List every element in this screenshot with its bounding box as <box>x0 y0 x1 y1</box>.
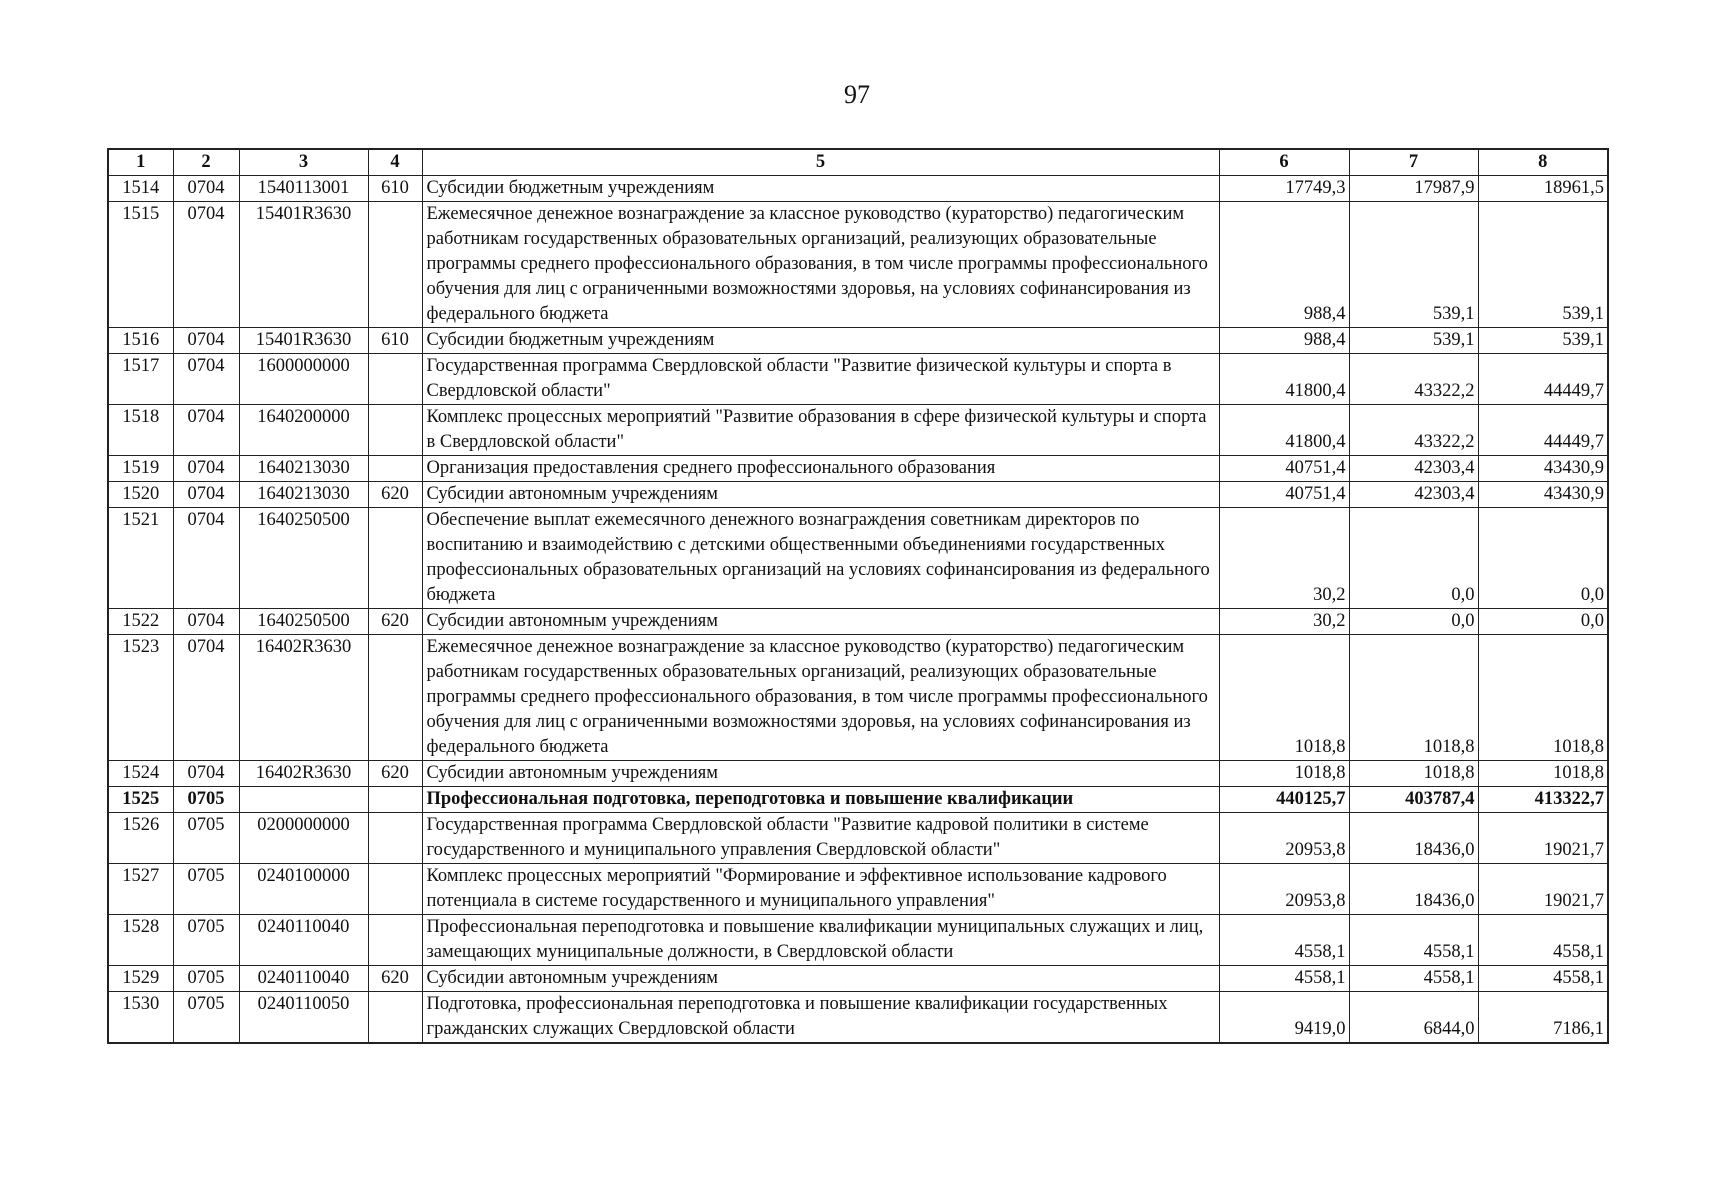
expense-type-cell <box>368 508 422 609</box>
amount-cell: 539,1 <box>1349 202 1478 328</box>
row-number-cell: 1529 <box>108 966 173 992</box>
target-article-cell <box>239 787 368 813</box>
table-row <box>108 915 1608 966</box>
section-code-cell: 0705 <box>173 915 239 966</box>
section-code-cell: 0704 <box>173 456 239 482</box>
row-number-cell: 1520 <box>108 482 173 508</box>
expense-type-cell <box>368 456 422 482</box>
column-header: 4 <box>368 149 422 176</box>
section-code-cell: 0704 <box>173 328 239 354</box>
amount-cell: 7186,1 <box>1478 992 1608 1044</box>
column-header: 3 <box>239 149 368 176</box>
amount-cell: 18436,0 <box>1349 813 1478 864</box>
expense-type-cell <box>368 864 422 915</box>
amount-cell: 44449,7 <box>1478 405 1608 456</box>
amount-cell: 4558,1 <box>1219 966 1349 992</box>
description-cell: Обеспечение выплат ежемесячного денежного вознаграждения советникам директоров по воспитанию и взаимодействию с детскими общественными объединениями государственных профессиональных образовательных организаций на условиях софинансирования из федерального бюджета <box>422 508 1219 609</box>
section-code-cell: 0704 <box>173 202 239 328</box>
row-number-cell: 1523 <box>108 635 173 761</box>
target-article-cell: 0240100000 <box>239 864 368 915</box>
table-row <box>108 508 1608 609</box>
amount-cell: 6844,0 <box>1349 992 1478 1044</box>
row-number-cell: 1515 <box>108 202 173 328</box>
amount-cell: 20953,8 <box>1219 813 1349 864</box>
expense-type-cell <box>368 787 422 813</box>
table-row <box>108 202 1608 328</box>
amount-cell: 539,1 <box>1478 202 1608 328</box>
target-article-cell: 16402R3630 <box>239 761 368 787</box>
expense-type-cell: 620 <box>368 609 422 635</box>
table-row <box>108 176 1608 202</box>
expense-type-cell <box>368 635 422 761</box>
expense-type-cell <box>368 354 422 405</box>
amount-cell: 4558,1 <box>1219 915 1349 966</box>
section-code-cell: 0704 <box>173 354 239 405</box>
section-code-cell: 0705 <box>173 813 239 864</box>
amount-cell: 0,0 <box>1349 508 1478 609</box>
amount-cell: 988,4 <box>1219 328 1349 354</box>
target-article-cell: 1640213030 <box>239 456 368 482</box>
amount-cell: 0,0 <box>1478 508 1608 609</box>
description-cell: Субсидии автономным учреждениям <box>422 609 1219 635</box>
description-cell: Подготовка, профессиональная переподготовка и повышение квалификации государственных гражданских служащих Свердловской области <box>422 992 1219 1044</box>
amount-cell: 43322,2 <box>1349 354 1478 405</box>
description-cell: Организация предоставления среднего профессионального образования <box>422 456 1219 482</box>
table-row <box>108 992 1608 1044</box>
description-cell: Субсидии автономным учреждениям <box>422 482 1219 508</box>
target-article-cell: 15401R3630 <box>239 328 368 354</box>
amount-cell: 1018,8 <box>1478 635 1608 761</box>
section-code-cell: 0704 <box>173 405 239 456</box>
description-cell: Профессиональная переподготовка и повышение квалификации муниципальных служащих и лиц, замещающих муниципальные должности, в Свердловской области <box>422 915 1219 966</box>
amount-cell: 41800,4 <box>1219 354 1349 405</box>
table-row <box>108 761 1608 787</box>
amount-cell: 440125,7 <box>1219 787 1349 813</box>
table-row <box>108 482 1608 508</box>
description-cell: Субсидии бюджетным учреждениям <box>422 328 1219 354</box>
table-header-row <box>108 149 1608 176</box>
amount-cell: 17749,3 <box>1219 176 1349 202</box>
expense-type-cell: 610 <box>368 328 422 354</box>
table-row <box>108 864 1608 915</box>
table-row <box>108 456 1608 482</box>
target-article-cell: 1640250500 <box>239 609 368 635</box>
target-article-cell: 0240110050 <box>239 992 368 1044</box>
table-row <box>108 966 1608 992</box>
table-row <box>108 405 1608 456</box>
section-code-cell: 0704 <box>173 482 239 508</box>
target-article-cell: 15401R3630 <box>239 202 368 328</box>
amount-cell: 1018,8 <box>1219 761 1349 787</box>
expense-type-cell: 610 <box>368 176 422 202</box>
amount-cell: 1018,8 <box>1349 635 1478 761</box>
column-header: 6 <box>1219 149 1349 176</box>
target-article-cell: 1640200000 <box>239 405 368 456</box>
amount-cell: 41800,4 <box>1219 405 1349 456</box>
description-cell: Комплекс процессных мероприятий "Формирование и эффективное использование кадрового потенциала в системе государственного и муниципального управления" <box>422 864 1219 915</box>
amount-cell: 539,1 <box>1478 328 1608 354</box>
amount-cell: 42303,4 <box>1349 482 1478 508</box>
column-header: 2 <box>173 149 239 176</box>
description-cell: Субсидии автономным учреждениям <box>422 761 1219 787</box>
target-article-cell: 1640250500 <box>239 508 368 609</box>
amount-cell: 4558,1 <box>1349 966 1478 992</box>
section-code-cell: 0704 <box>173 176 239 202</box>
row-number-cell: 1518 <box>108 405 173 456</box>
target-article-cell: 16402R3630 <box>239 635 368 761</box>
row-number-cell: 1514 <box>108 176 173 202</box>
row-number-cell: 1525 <box>108 787 173 813</box>
amount-cell: 4558,1 <box>1478 966 1608 992</box>
expense-type-cell <box>368 202 422 328</box>
expense-type-cell <box>368 405 422 456</box>
section-code-cell: 0704 <box>173 508 239 609</box>
amount-cell: 19021,7 <box>1478 813 1608 864</box>
row-number-cell: 1530 <box>108 992 173 1044</box>
section-code-cell: 0704 <box>173 635 239 761</box>
column-header: 7 <box>1349 149 1478 176</box>
expense-type-cell: 620 <box>368 482 422 508</box>
target-article-cell: 1540113001 <box>239 176 368 202</box>
amount-cell: 0,0 <box>1349 609 1478 635</box>
row-number-cell: 1521 <box>108 508 173 609</box>
row-number-cell: 1528 <box>108 915 173 966</box>
amount-cell: 30,2 <box>1219 609 1349 635</box>
row-number-cell: 1524 <box>108 761 173 787</box>
amount-cell: 40751,4 <box>1219 456 1349 482</box>
amount-cell: 19021,7 <box>1478 864 1608 915</box>
target-article-cell: 0240110040 <box>239 966 368 992</box>
table-row <box>108 354 1608 405</box>
section-code-cell: 0705 <box>173 992 239 1044</box>
amount-cell: 17987,9 <box>1349 176 1478 202</box>
expense-type-cell <box>368 813 422 864</box>
expense-type-cell: 620 <box>368 966 422 992</box>
row-number-cell: 1516 <box>108 328 173 354</box>
amount-cell: 18961,5 <box>1478 176 1608 202</box>
amount-cell: 42303,4 <box>1349 456 1478 482</box>
column-header: 8 <box>1478 149 1608 176</box>
description-cell: Комплекс процессных мероприятий "Развитие образования в сфере физической культуры и спорта в Свердловской области" <box>422 405 1219 456</box>
amount-cell: 403787,4 <box>1349 787 1478 813</box>
amount-cell: 1018,8 <box>1349 761 1478 787</box>
page-number: 97 <box>844 80 870 109</box>
target-article-cell: 1600000000 <box>239 354 368 405</box>
description-cell: Субсидии автономным учреждениям <box>422 966 1219 992</box>
row-number-cell: 1527 <box>108 864 173 915</box>
amount-cell: 988,4 <box>1219 202 1349 328</box>
amount-cell: 44449,7 <box>1478 354 1608 405</box>
section-code-cell: 0705 <box>173 864 239 915</box>
table-row <box>108 328 1608 354</box>
budget-table <box>107 148 1609 1044</box>
amount-cell: 30,2 <box>1219 508 1349 609</box>
table-row <box>108 609 1608 635</box>
row-number-cell: 1519 <box>108 456 173 482</box>
amount-cell: 1018,8 <box>1219 635 1349 761</box>
target-article-cell: 0240110040 <box>239 915 368 966</box>
column-header: 1 <box>108 149 173 176</box>
amount-cell: 18436,0 <box>1349 864 1478 915</box>
amount-cell: 4558,1 <box>1349 915 1478 966</box>
row-number-cell: 1526 <box>108 813 173 864</box>
expense-type-cell: 620 <box>368 761 422 787</box>
target-article-cell: 0200000000 <box>239 813 368 864</box>
table-row <box>108 635 1608 761</box>
amount-cell: 43430,9 <box>1478 482 1608 508</box>
amount-cell: 0,0 <box>1478 609 1608 635</box>
target-article-cell: 1640213030 <box>239 482 368 508</box>
description-cell: Субсидии бюджетным учреждениям <box>422 176 1219 202</box>
amount-cell: 1018,8 <box>1478 761 1608 787</box>
description-cell: Ежемесячное денежное вознаграждение за классное руководство (кураторство) педагогическим работникам государственных образовательных организаций, реализующих образовательные программы среднего профессионального образования, в том числе программы профессионального обучения для лиц с ограниченными возможностями здоровья, на условиях софинансирования из федерального бюджета <box>422 635 1219 761</box>
section-code-cell: 0704 <box>173 609 239 635</box>
description-cell: Государственная программа Свердловской области "Развитие физической культуры и спорта в Свердловской области" <box>422 354 1219 405</box>
table-row <box>108 813 1608 864</box>
column-header: 5 <box>422 149 1219 176</box>
section-code-cell: 0704 <box>173 761 239 787</box>
description-cell: Ежемесячное денежное вознаграждение за классное руководство (кураторство) педагогическим работникам государственных образовательных организаций, реализующих образовательные программы среднего профессионального образования, в том числе программы профессионального обучения для лиц с ограниченными возможностями здоровья, на условиях софинансирования из федерального бюджета <box>422 202 1219 328</box>
table-row <box>108 787 1608 813</box>
expense-type-cell <box>368 992 422 1044</box>
expense-type-cell <box>368 915 422 966</box>
amount-cell: 4558,1 <box>1478 915 1608 966</box>
amount-cell: 539,1 <box>1349 328 1478 354</box>
amount-cell: 40751,4 <box>1219 482 1349 508</box>
amount-cell: 43430,9 <box>1478 456 1608 482</box>
section-code-cell: 0705 <box>173 966 239 992</box>
section-code-cell: 0705 <box>173 787 239 813</box>
row-number-cell: 1522 <box>108 609 173 635</box>
amount-cell: 413322,7 <box>1478 787 1608 813</box>
description-cell: Государственная программа Свердловской области "Развитие кадровой политики в системе государственного и муниципального управления Свердловской области" <box>422 813 1219 864</box>
amount-cell: 20953,8 <box>1219 864 1349 915</box>
description-cell: Профессиональная подготовка, переподготовка и повышение квалификации <box>422 787 1219 813</box>
row-number-cell: 1517 <box>108 354 173 405</box>
amount-cell: 9419,0 <box>1219 992 1349 1044</box>
amount-cell: 43322,2 <box>1349 405 1478 456</box>
